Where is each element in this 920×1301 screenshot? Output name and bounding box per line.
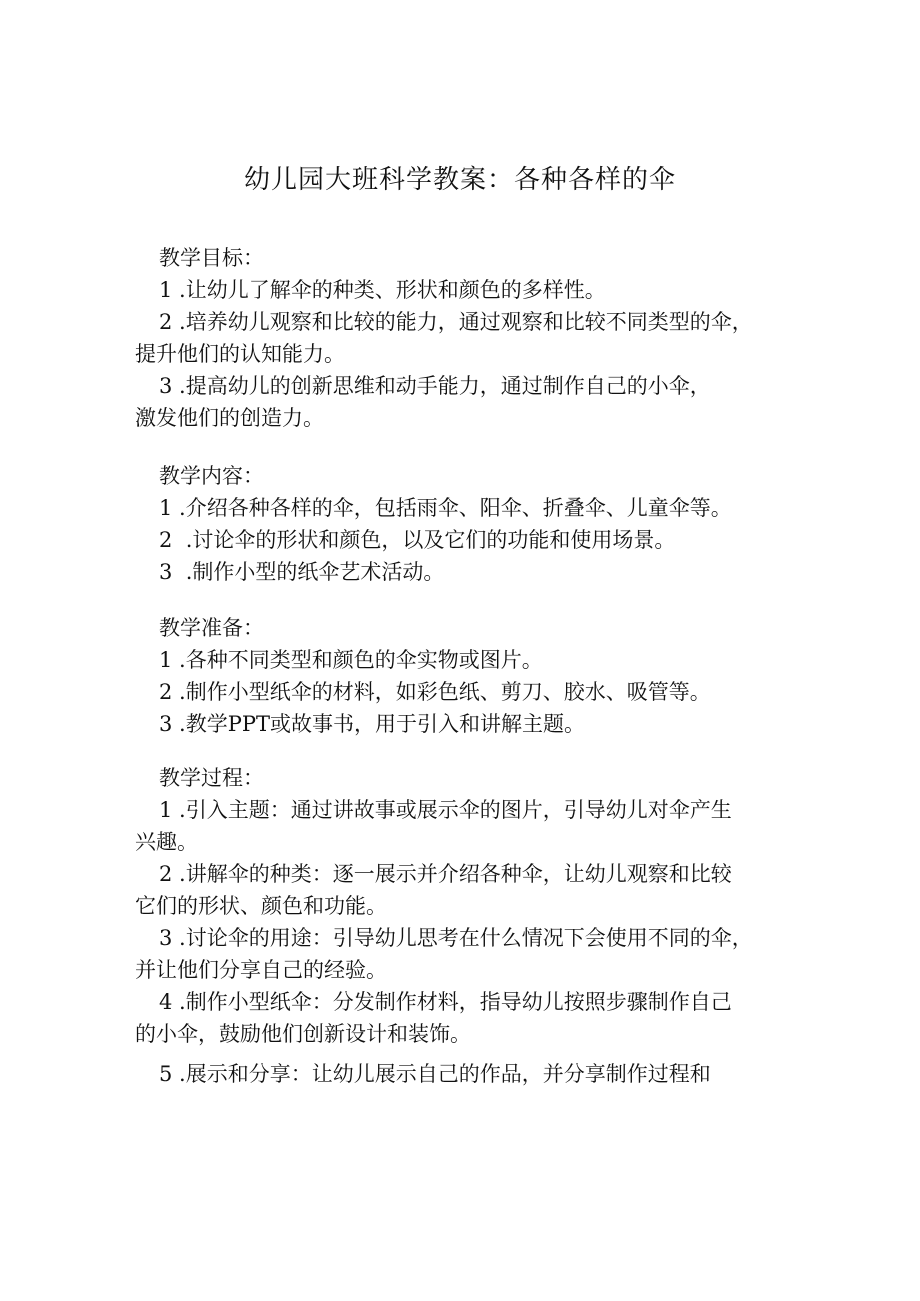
item-text-continued: 它们的形状、颜色和功能。 — [135, 894, 387, 918]
item-text: 讨论伞的形状和颜色，以及它们的功能和使用场景。 — [192, 528, 676, 552]
item-number: 4 — [159, 990, 173, 1014]
section-heading: 教学过程： — [159, 766, 264, 790]
item-number: 3 — [159, 374, 173, 398]
list-item: 3 .提高幼儿的创新思维和动手能力，通过制作自己的小伞， 激发他们的创造力。 — [135, 370, 815, 434]
section-heading: 教学内容： — [159, 464, 264, 488]
list-item: 2 .讨论伞的形状和颜色，以及它们的功能和使用场景。 — [135, 524, 815, 556]
list-item: 1 .让幼儿了解伞的种类、形状和颜色的多样性。 — [135, 274, 815, 306]
section-teaching-process — [135, 762, 815, 1090]
list-item: 1 .引入主题：通过讲故事或展示伞的图片，引导幼儿对伞产生 兴趣。 — [135, 794, 815, 858]
list-item: 1 .介绍各种各样的伞，包括雨伞、阳伞、折叠伞、儿童伞等。 — [135, 492, 815, 524]
item-text: 讨论伞的用途：引导幼儿思考在什么情况下会使用不同的伞， — [185, 926, 753, 950]
item-text: 各种不同类型和颜色的伞实物或图片。 — [185, 648, 543, 672]
item-text-continued: 并让他们分享自己的经验。 — [135, 958, 387, 982]
item-text: 引入主题：通过讲故事或展示伞的图片，引导幼儿对伞产生 — [185, 798, 732, 822]
section-heading: 教学目标： — [159, 246, 264, 270]
list-item: 3 .教学PPT或故事书，用于引入和讲解主题。 — [135, 708, 815, 740]
list-item: 2 .讲解伞的种类：逐一展示并介绍各种伞，让幼儿观察和比较 它们的形状、颜色和功能。 — [135, 858, 815, 922]
document-title: 幼儿园大班科学教案：各种各样的伞 — [243, 165, 676, 195]
section-heading: 教学准备： — [159, 616, 264, 640]
item-text: 介绍各种各样的伞，包括雨伞、阳伞、折叠伞、儿童伞等。 — [185, 496, 732, 520]
item-text: 制作小型纸伞：分发制作材料，指导幼儿按照步骤制作自己 — [185, 990, 732, 1014]
list-item: 4 .制作小型纸伞：分发制作材料，指导幼儿按照步骤制作自己 的小伞，鼓励他们创新设计和装饰。 — [135, 986, 815, 1050]
item-text-continued: 的小伞，鼓励他们创新设计和装饰。 — [135, 1022, 471, 1046]
item-number: 3 — [159, 560, 173, 584]
list-item: 5 .展示和分享：让幼儿展示自己的作品，并分享制作过程和 — [135, 1058, 815, 1090]
item-number: 2 — [159, 528, 173, 552]
item-number: 3 — [159, 712, 173, 736]
item-text-continued: 激发他们的创造力。 — [135, 406, 324, 430]
item-text: 制作小型的纸伞艺术活动。 — [192, 560, 445, 584]
item-text: 让幼儿了解伞的种类、形状和颜色的多样性。 — [185, 278, 606, 302]
item-number: 2 — [159, 680, 173, 704]
item-text: 讲解伞的种类：逐一展示并介绍各种伞，让幼儿观察和比较 — [185, 862, 732, 886]
item-number: 2 — [159, 862, 173, 886]
item-number: 5 — [159, 1062, 173, 1086]
item-text: 培养幼儿观察和比较的能力，通过观察和比较不同类型的伞， — [185, 310, 753, 334]
list-item: 2 .培养幼儿观察和比较的能力，通过观察和比较不同类型的伞， 提升他们的认知能力。 — [135, 306, 815, 370]
item-number: 3 — [159, 926, 173, 950]
item-text: 展示和分享：让幼儿展示自己的作品，并分享制作过程和 — [185, 1062, 711, 1086]
item-text-continued: 兴趣。 — [135, 830, 198, 854]
section-teaching-goals — [135, 242, 815, 434]
item-number: 1 — [159, 496, 173, 520]
item-text: 制作小型纸伞的材料，如彩色纸、剪刀、胶水、吸管等。 — [185, 680, 711, 704]
item-number: 1 — [159, 798, 173, 822]
list-item: 3 .讨论伞的用途：引导幼儿思考在什么情况下会使用不同的伞， 并让他们分享自己的经验。 — [135, 922, 815, 986]
item-text: 教学PPT或故事书，用于引入和讲解主题。 — [185, 712, 585, 736]
section-teaching-preparation — [135, 612, 815, 740]
list-item: 3 .制作小型的纸伞艺术活动。 — [135, 556, 815, 588]
item-number: 2 — [159, 310, 173, 334]
item-text-continued: 提升他们的认知能力。 — [135, 342, 345, 366]
section-teaching-content — [135, 460, 815, 588]
list-item: 1 .各种不同类型和颜色的伞实物或图片。 — [135, 644, 815, 676]
list-item: 2 .制作小型纸伞的材料，如彩色纸、剪刀、胶水、吸管等。 — [135, 676, 815, 708]
item-text: 提高幼儿的创新思维和动手能力，通过制作自己的小伞， — [185, 374, 711, 398]
item-number: 1 — [159, 278, 173, 302]
item-number: 1 — [159, 648, 173, 672]
